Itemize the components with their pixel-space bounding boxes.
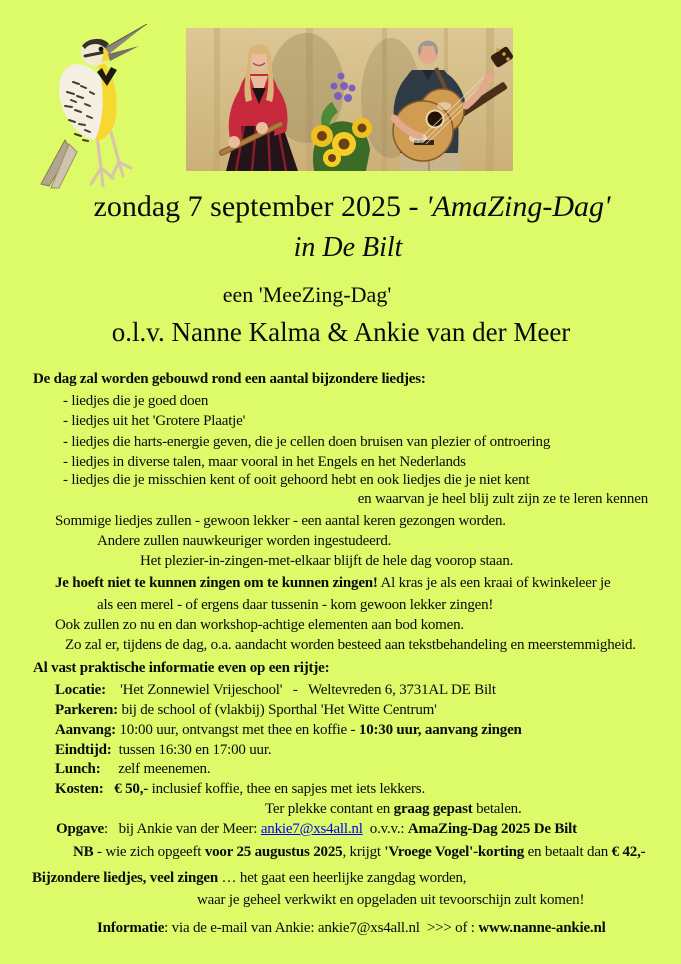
flyer-text: - liedjes die je misschien kent of ooit gehoord hebt en ook liedjes die je niet kent bbox=[63, 472, 530, 488]
event-date: zondag 7 september 2025 - bbox=[93, 190, 426, 223]
event-leaders: o.l.v. Nanne Kalma & Ankie van der Meer bbox=[111, 317, 571, 347]
flyer-text-bold: € 42,- bbox=[611, 844, 646, 860]
flyer-text-bold: 10:30 uur, aanvang zingen bbox=[358, 722, 522, 738]
flyer-text-bold: Bijzondere liedjes, veel zingen bbox=[32, 870, 218, 886]
flyer-text-line bbox=[33, 370, 426, 388]
flyer-text-line bbox=[73, 843, 645, 861]
flyer-text-line bbox=[55, 760, 210, 778]
flyer-text: tussen 16:30 en 17:00 uur. bbox=[111, 742, 272, 758]
flyer-text: Al kras je als een kraai of kwinkeleer je bbox=[377, 575, 611, 591]
flyer-text-line bbox=[63, 433, 550, 451]
flyer-text: : bij Ankie van der Meer: bbox=[103, 821, 261, 837]
flyer-text-line bbox=[55, 701, 437, 719]
flyer-text-line bbox=[33, 659, 329, 677]
event-location: in De Bilt bbox=[293, 232, 403, 263]
flyer-text-line bbox=[55, 780, 425, 798]
flyer-text: zelf meenemen. bbox=[100, 761, 211, 777]
flyer-text-line bbox=[55, 681, 496, 699]
flyer-text: betalen. bbox=[472, 801, 522, 817]
flyer-text: : via de e-mail van Ankie: ankie7@xs4all.nl >>> of : bbox=[164, 920, 479, 936]
flyer-text-line bbox=[55, 512, 506, 530]
flyer-text: en betaalt dan bbox=[524, 844, 612, 860]
flyer-text: Andere zullen nauwkeuriger worden ingestudeerd. bbox=[97, 533, 392, 549]
flyer-text: 10:00 uur, ontvangst met thee en koffie - bbox=[115, 722, 359, 738]
flyer-text-bold: 'Vroege Vogel'-korting bbox=[384, 844, 525, 860]
flyer-text-line bbox=[65, 636, 636, 654]
flyer-text-bold: De dag zal worden gebouwd rond een aantal bijzondere liedjes: bbox=[33, 371, 426, 387]
flyer-text bbox=[104, 781, 115, 797]
flyer-text-line bbox=[97, 596, 493, 614]
flyer-text: Het plezier-in-zingen-met-elkaar blijft de hele dag voorop staan. bbox=[140, 553, 514, 569]
flyer-text: waar je geheel verkwikt en opgeladen uit tevoorschijn zult komen! bbox=[197, 892, 585, 908]
flyer-text-bold: Parkeren: bbox=[55, 702, 118, 718]
flyer-text-bold: Lunch: bbox=[55, 761, 101, 777]
flyer-text-bold: Opgave bbox=[56, 821, 104, 837]
flyer-text-line bbox=[55, 616, 464, 634]
flyer-text: Ook zullen zo nu en dan workshop-achtige elementen aan bod komen. bbox=[55, 617, 464, 633]
flyer-text-bold: Al vast praktische informatie even op een rijtje: bbox=[33, 660, 330, 676]
flyer-text: en waarvan je heel blij zult zijn ze te leren kennen bbox=[357, 491, 648, 507]
flyer-text-bold: € 50,- bbox=[114, 781, 149, 797]
flyer-text-line bbox=[265, 800, 522, 818]
flyer-text: als een merel - of ergens daar tussenin - kom gewoon lekker zingen! bbox=[97, 597, 494, 613]
email-link[interactable]: ankie7@xs4all.nl bbox=[260, 821, 363, 837]
flyer-text: - wie zich opgeeft bbox=[93, 844, 205, 860]
flyer-text: Zo zal er, tijdens de dag, o.a. aandacht worden besteed aan tekstbehandeling en meerstemmigheid. bbox=[65, 637, 636, 653]
event-subtitle: een 'MeeZing-Dag' bbox=[222, 282, 392, 307]
flyer-text: o.v.v.: bbox=[362, 821, 408, 837]
flyer-text: - liedjes die harts-energie geven, die je cellen doen bruisen van plezier of ontroering bbox=[63, 434, 551, 450]
flyer-text-bold: Eindtijd: bbox=[55, 742, 112, 758]
flyer-text-line bbox=[63, 412, 245, 430]
event-title bbox=[94, 190, 611, 224]
flyer-text-line bbox=[32, 869, 466, 887]
flyer-text-bold: NB bbox=[73, 844, 94, 860]
flyer-text: … het gaat een heerlijke zangdag worden, bbox=[218, 870, 467, 886]
flyer-text: Sommige liedjes zullen - gewoon lekker - een aantal keren gezongen worden. bbox=[55, 513, 506, 529]
musicians-photo bbox=[186, 28, 513, 171]
flyer-text-line bbox=[55, 574, 611, 592]
flyer-text-bold: Locatie: bbox=[55, 682, 106, 698]
flyer-text: - liedjes die je goed doen bbox=[63, 393, 209, 409]
flyer-text-bold: AmaZing-Dag 2025 De Bilt bbox=[407, 821, 577, 837]
flyer-text: Ter plekke contant en bbox=[265, 801, 394, 817]
flyer-text-bold: Kosten: bbox=[55, 781, 104, 797]
flyer-text-line bbox=[97, 532, 391, 550]
flyer-text-line bbox=[197, 891, 584, 909]
flyer-text-line bbox=[140, 552, 513, 570]
flyer-text-bold: Je hoeft niet te kunnen zingen om te kunnen zingen! bbox=[55, 575, 378, 591]
flyer-text-line bbox=[63, 453, 466, 471]
flyer-text-line bbox=[55, 721, 522, 739]
meadowlark-bird-image bbox=[35, 18, 151, 198]
flyer-text: bij de school of (vlakbij) Sporthal 'Het Witte Centrum' bbox=[117, 702, 437, 718]
flyer-text-line bbox=[63, 471, 529, 489]
flyer-text: inclusief koffie, thee en sapjes met iets lekkers. bbox=[148, 781, 425, 797]
flyer-text: - liedjes in diverse talen, maar vooral in het Engels en het Nederlands bbox=[63, 454, 466, 470]
flyer-text-bold: voor 25 augustus 2025 bbox=[204, 844, 343, 860]
flyer-text: , krijgt bbox=[342, 844, 385, 860]
flyer-text-line bbox=[55, 741, 271, 759]
flyer-text-line bbox=[358, 490, 648, 508]
flyer-text-line bbox=[63, 392, 208, 410]
flyer-text-bold: graag gepast bbox=[393, 801, 473, 817]
flyer-text-bold: Informatie bbox=[97, 920, 165, 936]
event-name: 'AmaZing-Dag' bbox=[425, 190, 611, 223]
flyer-text-bold: www.nanne-ankie.nl bbox=[478, 920, 606, 936]
flyer-text-line bbox=[56, 820, 577, 838]
flyer-text: - liedjes uit het 'Grotere Plaatje' bbox=[63, 413, 246, 429]
flyer-text: 'Het Zonnewiel Vrijeschool' - Weltevreden 6, 3731AL DE Bilt bbox=[105, 682, 496, 698]
flyer-text-bold: Aanvang: bbox=[55, 722, 116, 738]
flyer-text-line bbox=[97, 919, 606, 937]
